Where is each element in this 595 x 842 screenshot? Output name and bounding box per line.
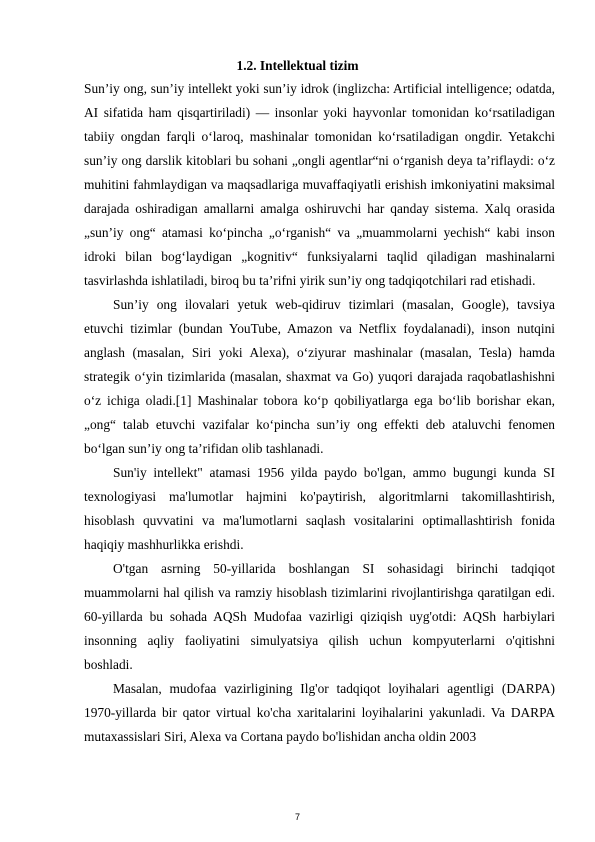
body-text [84, 77, 555, 749]
paragraph-ai-applications [84, 293, 555, 461]
page-number: 7 [294, 812, 300, 822]
paragraph-text: Masalan, mudofaa vazirligining Ilg'or tadqiqot loyihalari agentligi (DARPA) 1970-yillarda bir qator virtual ko'cha xaritalarini loyihalarini yakunladi. Va DARPA mutaxassislari Siri, Alexa va Cortana paydo bo'lishidan ancha oldin 2003 [84, 681, 555, 744]
paragraph-ai-early-research [84, 557, 555, 677]
section-title: 1.2. Intellektual tizim [236, 58, 359, 73]
paragraph-text: Sun'iy intellekt" atamasi 1956 yilda paydo bo'lgan, ammo bugungi kunda SI texnologiyasi ma'lumotlar hajmini ko'paytirish, algoritmlarni takomillashtirish, hisoblash quvvatini va ma'lumotlarni saqlash vositalarini optimallashtirish fonida haqiqiy mashhurlikka erishdi. [84, 465, 555, 552]
paragraph-text: O'tgan asrning 50-yillarida boshlangan SI sohasidagi birinchi tadqiqot muammolarni hal qilish va ramziy hisoblash tizimlarini rivojlantirishga qaratilgan edi. 60-yillarda bu sohada AQSh Mudofaa vazirligi qiziqish uyg'otdi: AQSh harbiylari insonning aqliy faoliyatini simulyatsiya qilish uchun kompyuterlarni o'qitishni boshladi. [84, 561, 555, 672]
paragraph-text: Sun’iy ong ilovalari yetuk web-qidiruv tizimlari (masalan, Google), tavsiya etuvchi tizimlar (bundan YouTube, Amazon va Netflix foydalanadi), inson nutqini anglash (masalan, Siri yoki Alexa), o‘ziyurar mashinalar (masalan, Tesla) hamda strategik o‘yin tizimlarida (masalan, shaxmat va Go) yuqori darajada raqobatlashishni o‘z ichiga oladi.[1] Mashinalar tobora ko‘p qobiliyatlarga ega bo‘lib borishar ekan, „ong“ talab etuvchi vazifalar ko‘pincha sun’iy ong effekti deb ataluvchi fenomen bo‘lgan sun’iy ong ta’rifidan olib tashlanadi. [84, 297, 555, 456]
paragraph-ai-term-history [84, 461, 555, 557]
paragraph-ai-definition [84, 77, 555, 293]
paragraph-text: Sun’iy ong, sun’iy intellekt yoki sun’iy idrok (inglizcha: Artificial intelligence; odatda, AI sifatida ham qisqartiriladi) — insonlar yoki hayvonlar tomonidan ko‘rsatiladigan tabiiy ongdan farqli o‘laroq, mashinalar tomonidan ko‘rsatiladigan ongdir. Yetakchi sun’iy ong darslik kitoblari bu sohani „ongli agentlar“ni o‘rganish deya ta’riflaydi: o‘z muhitini fahmlaydigan va maqsadlariga muvaffaqiyatli erishish imkoniyatini maksimal darajada oshiradigan amallarni amalga oshiruvchi har qanday sistema. Xalq orasida „sun’iy ong“ atamasi ko‘pincha „o‘rganish“ va „muammolarni yechish“ kabi inson idroki bilan bog‘laydigan „kognitiv“ funksiyalarni taqlid qiladigan mashinalarni tasvirlashda ishlatiladi, biroq bu ta’rifni yirik sun’iy ong tadqiqotchilari rad etishadi. [84, 81, 555, 288]
paragraph-darpa [84, 677, 555, 749]
